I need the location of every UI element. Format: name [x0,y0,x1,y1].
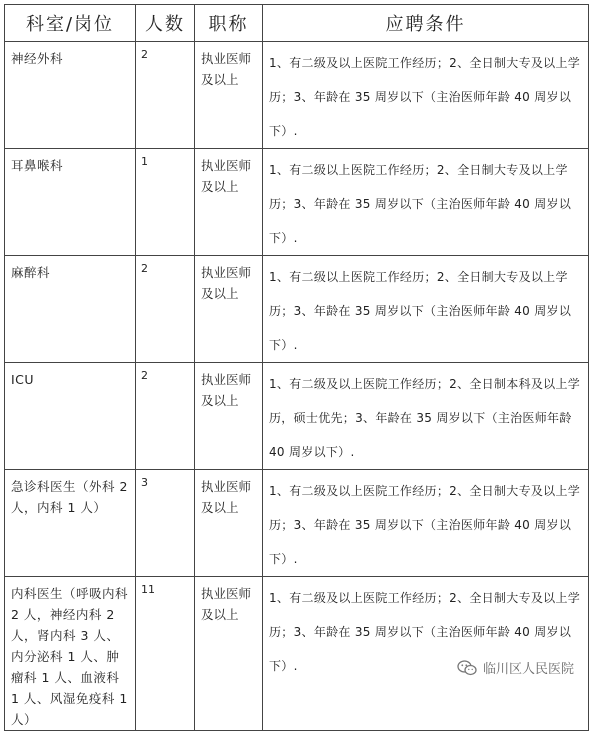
cell-count: 2 [136,363,195,470]
table-header-row [5,5,589,42]
cell-title: 执业医师及以上 [195,256,263,363]
cell-requirements: 1、有二级以上医院工作经历；2、全日制大专及以上学历；3、年龄在 35 周岁以下（主治医师年龄 40 周岁以下）. [263,256,589,363]
table-row [5,256,589,363]
recruitment-table [4,4,589,731]
cell-count: 2 [136,256,195,363]
source-watermark [453,656,578,679]
cell-title: 执业医师及以上 [195,577,263,731]
header-department: 科室/岗位 [5,5,136,42]
cell-department: 麻醉科 [5,256,136,363]
header-requirements: 应聘条件 [263,5,589,42]
cell-requirements: 1、有二级以上医院工作经历；2、全日制大专及以上学历；3、年龄在 35 周岁以下（主治医师年龄 40 周岁以下）. [263,149,589,256]
cell-count: 11 [136,577,195,731]
cell-title: 执业医师及以上 [195,470,263,577]
cell-requirements: 1、有二级及以上医院工作经历；2、全日制本科及以上学历，硕士优先；3、年龄在 35 周岁以下（主治医师年龄 40 周岁以下）. [263,363,589,470]
table-row [5,42,589,149]
table-row [5,577,589,731]
watermark-text: 临川区人民医院 [482,662,574,677]
cell-requirements: 1、有二级及以上医院工作经历；2、全日制大专及以上学历；3、年龄在 35 周岁以下（主治医师年龄 40 周岁以下）. [263,577,589,731]
cell-department: 急诊科医生（外科 2 人，内科 1 人） [5,470,136,577]
wechat-icon [457,660,477,676]
cell-department: 内科医生（呼吸内科 2 人，神经内科 2 人，肾内科 3 人、内分泌科 1 人、肿瘤科 1 人、血液科 1 人、风湿免疫科 1 人） [5,577,136,731]
cell-department: 耳鼻喉科 [5,149,136,256]
table-row [5,149,589,256]
cell-title: 执业医师及以上 [195,42,263,149]
header-count: 人数 [136,5,195,42]
cell-count: 3 [136,470,195,577]
header-title: 职称 [195,5,263,42]
cell-department: ICU [5,363,136,470]
table-row [5,363,589,470]
cell-count: 2 [136,42,195,149]
cell-title: 执业医师及以上 [195,149,263,256]
cell-count: 1 [136,149,195,256]
cell-department: 神经外科 [5,42,136,149]
cell-requirements: 1、有二级及以上医院工作经历；2、全日制大专及以上学历；3、年龄在 35 周岁以下（主治医师年龄 40 周岁以下）. [263,42,589,149]
cell-title: 执业医师及以上 [195,363,263,470]
table-row [5,470,589,577]
cell-requirements: 1、有二级及以上医院工作经历；2、全日制大专及以上学历；3、年龄在 35 周岁以下（主治医师年龄 40 周岁以下）. [263,470,589,577]
